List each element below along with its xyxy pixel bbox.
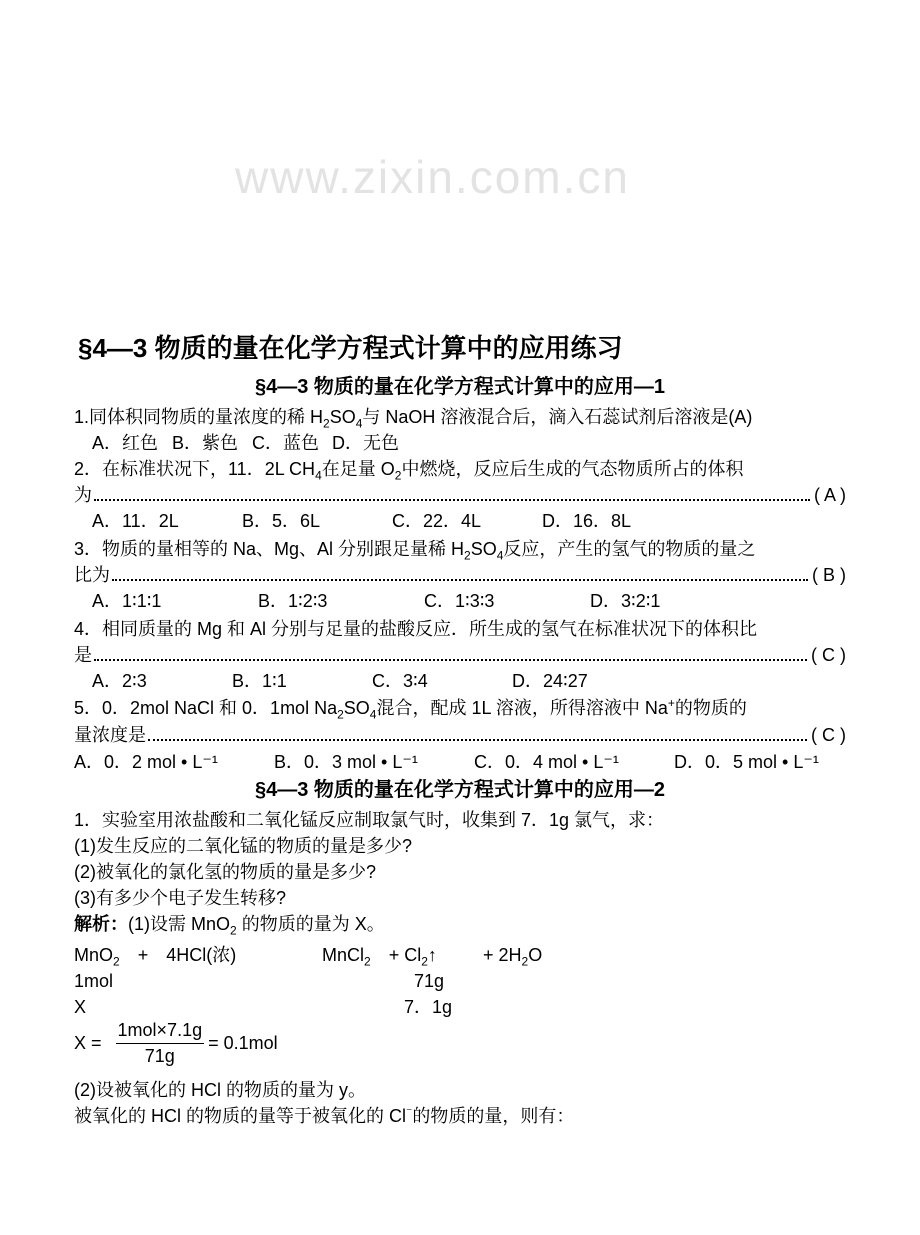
option: A．11．2L	[92, 511, 179, 531]
row-x-right: 7．1g	[404, 997, 453, 1017]
text-run: 2．在标准状况下，11．2L CH	[74, 459, 316, 479]
option: A．红色	[92, 433, 159, 453]
option: D．0．5 mol • L⁻¹	[674, 752, 819, 772]
question-5-options	[74, 750, 874, 774]
text-run: 1．实验室用浓盐酸和二氧化锰反应制取氯气时，收集到 7．1g 氯气，求：	[74, 810, 665, 830]
answer: ( A )	[813, 485, 846, 505]
dot-leader	[148, 739, 807, 741]
text-run: MnO	[74, 945, 114, 965]
text-run: + Cl	[370, 945, 422, 965]
fraction-equation	[74, 1020, 278, 1067]
numerator: 1mol×7.1g	[116, 1020, 205, 1044]
text-run: 解析：	[74, 914, 128, 934]
subscript: 2	[323, 416, 330, 431]
subscript: 2	[230, 923, 237, 938]
question-3-options	[92, 589, 756, 613]
text-run: 与 NaOH 溶液混合后，滴入石蕊试剂后溶液是(A)	[362, 407, 753, 427]
text-run: O	[528, 945, 543, 965]
text-run: SO	[343, 698, 370, 718]
dot-leader	[94, 499, 810, 501]
subscript: 2	[464, 548, 471, 563]
section-2-heading: §4—3 物质的量在化学方程式计算中的应用—2	[254, 779, 666, 801]
option: A．2∶3	[92, 671, 147, 691]
option: A．0．2 mol • L⁻¹	[74, 752, 218, 772]
option: D．24∶27	[512, 671, 588, 691]
text-run: SO	[470, 539, 497, 559]
text-run: MnCl	[322, 945, 365, 965]
text-run: (3)有多少个电子发生转移?	[74, 888, 287, 908]
row-mol-left: 1mol	[74, 971, 114, 991]
leader-text: 量浓度是	[74, 725, 146, 745]
subscript: 2	[521, 954, 529, 969]
text-run: SO	[329, 407, 356, 427]
fraction-lhs: X =	[74, 1033, 102, 1053]
text-run: ↑	[427, 945, 437, 965]
text-run: (1)设需 MnO	[128, 914, 231, 934]
denominator: 71g	[144, 1046, 175, 1066]
dot-leader	[94, 659, 807, 661]
problem-text	[74, 808, 846, 832]
option: D．16．8L	[542, 511, 632, 531]
question-5-leader	[74, 723, 846, 747]
answer: ( B )	[812, 565, 846, 585]
option: B．1∶1	[232, 671, 287, 691]
analysis-line	[74, 912, 846, 936]
subscript: 2	[113, 954, 120, 969]
analysis-2-detail	[74, 1104, 846, 1128]
option: B．紫色	[172, 433, 239, 453]
fraction-rhs: = 0.1mol	[208, 1033, 278, 1053]
option: B．5．6L	[242, 511, 321, 531]
document-title: §4—3 物质的量在化学方程式计算中的应用练习	[78, 333, 623, 363]
text-run: 的物质的	[674, 698, 747, 718]
row-x-left: X	[74, 997, 87, 1017]
equation-products	[322, 943, 437, 967]
question-2-options	[92, 509, 692, 533]
question-2-leader	[74, 483, 846, 507]
text-run: 1.同体积同物质的量浓度的稀 H	[74, 407, 324, 427]
text-run: 5．0．2mol NaCl 和 0．1mol Na	[74, 698, 338, 718]
fraction	[116, 1020, 205, 1067]
leader-text: 是	[74, 645, 92, 665]
text-run: (1)发生反应的二氧化锰的物质的量是多少?	[74, 836, 413, 856]
option: D．无色	[332, 433, 399, 453]
watermark: www.zixin.com.cn	[235, 151, 630, 203]
sub-question-3	[74, 886, 846, 910]
answer: ( C )	[811, 645, 846, 665]
text-run: 被氧化的 HCl 的物质的量等于被氧化的 Cl	[74, 1106, 406, 1126]
question-3-leader	[74, 563, 846, 587]
subscript: 4	[369, 707, 377, 722]
text-run: 的物质的量为 X。	[236, 914, 385, 934]
section-1-heading: §4—3 物质的量在化学方程式计算中的应用—1	[254, 376, 666, 398]
question-1-options	[92, 431, 412, 455]
option: D．3∶2∶1	[590, 591, 661, 611]
subscript: 2	[421, 954, 428, 969]
option: B．1∶2∶3	[258, 591, 328, 611]
text-run: + 2H	[483, 945, 522, 965]
subscript: 4	[355, 416, 363, 431]
subscript: 2	[364, 954, 371, 969]
question-4	[74, 617, 846, 641]
question-4-leader	[74, 643, 846, 667]
leader-text: 比为	[74, 565, 110, 585]
question-5	[74, 696, 846, 720]
leader-text: 为	[74, 485, 92, 505]
question-1	[74, 405, 846, 429]
subscript: 2	[394, 468, 402, 483]
text-run: 3．物质的量相等的 Na、Mg、Al 分别跟足量稀 H	[74, 539, 465, 559]
question-2	[74, 457, 846, 481]
equation-water	[483, 943, 542, 967]
text-run: 在足量 O	[321, 459, 395, 479]
option: B．0．3 mol • L⁻¹	[274, 752, 418, 772]
option: C．1∶3∶3	[424, 591, 495, 611]
row-mol-right: 71g	[414, 971, 445, 991]
text-run: + 4HCl(浓)	[119, 945, 237, 965]
option: C．22．4L	[392, 511, 482, 531]
option: C．蓝色	[252, 433, 319, 453]
option: C．0．4 mol • L⁻¹	[474, 752, 619, 772]
text-run: 中燃烧，反应后生成的气态物质所占的体积	[401, 459, 744, 479]
text-run: 混合，配成 1L 溶液，所得溶液中 Na	[376, 698, 668, 718]
superscript: +	[667, 696, 675, 710]
text-run: (2)设被氧化的 HCl 的物质的量为 y。	[74, 1080, 366, 1100]
question-4-options	[92, 669, 652, 693]
equation-reactants	[74, 943, 236, 967]
sub-question-1	[74, 834, 846, 858]
answer: ( C )	[811, 725, 846, 745]
text-run: 的物质的量，则有：	[412, 1106, 575, 1126]
question-3	[74, 537, 846, 561]
text-run: 4．相同质量的 Mg 和 Al 分别与足量的盐酸反应．所生成的氢气在标准状况下的体积比	[74, 619, 758, 639]
subscript: 4	[315, 468, 322, 483]
dot-leader	[112, 579, 808, 581]
analysis-2	[74, 1078, 846, 1102]
subscript: 4	[496, 548, 504, 563]
superscript: ⁻	[406, 1104, 413, 1118]
text-run: 反应，产生的氢气的物质的量之	[503, 539, 756, 559]
subscript: 2	[337, 707, 344, 722]
text-run: (2)被氧化的氯化氢的物质的量是多少?	[74, 862, 377, 882]
sub-question-2	[74, 860, 846, 884]
option: A．1∶1∶1	[92, 591, 162, 611]
option: C．3∶4	[372, 671, 428, 691]
